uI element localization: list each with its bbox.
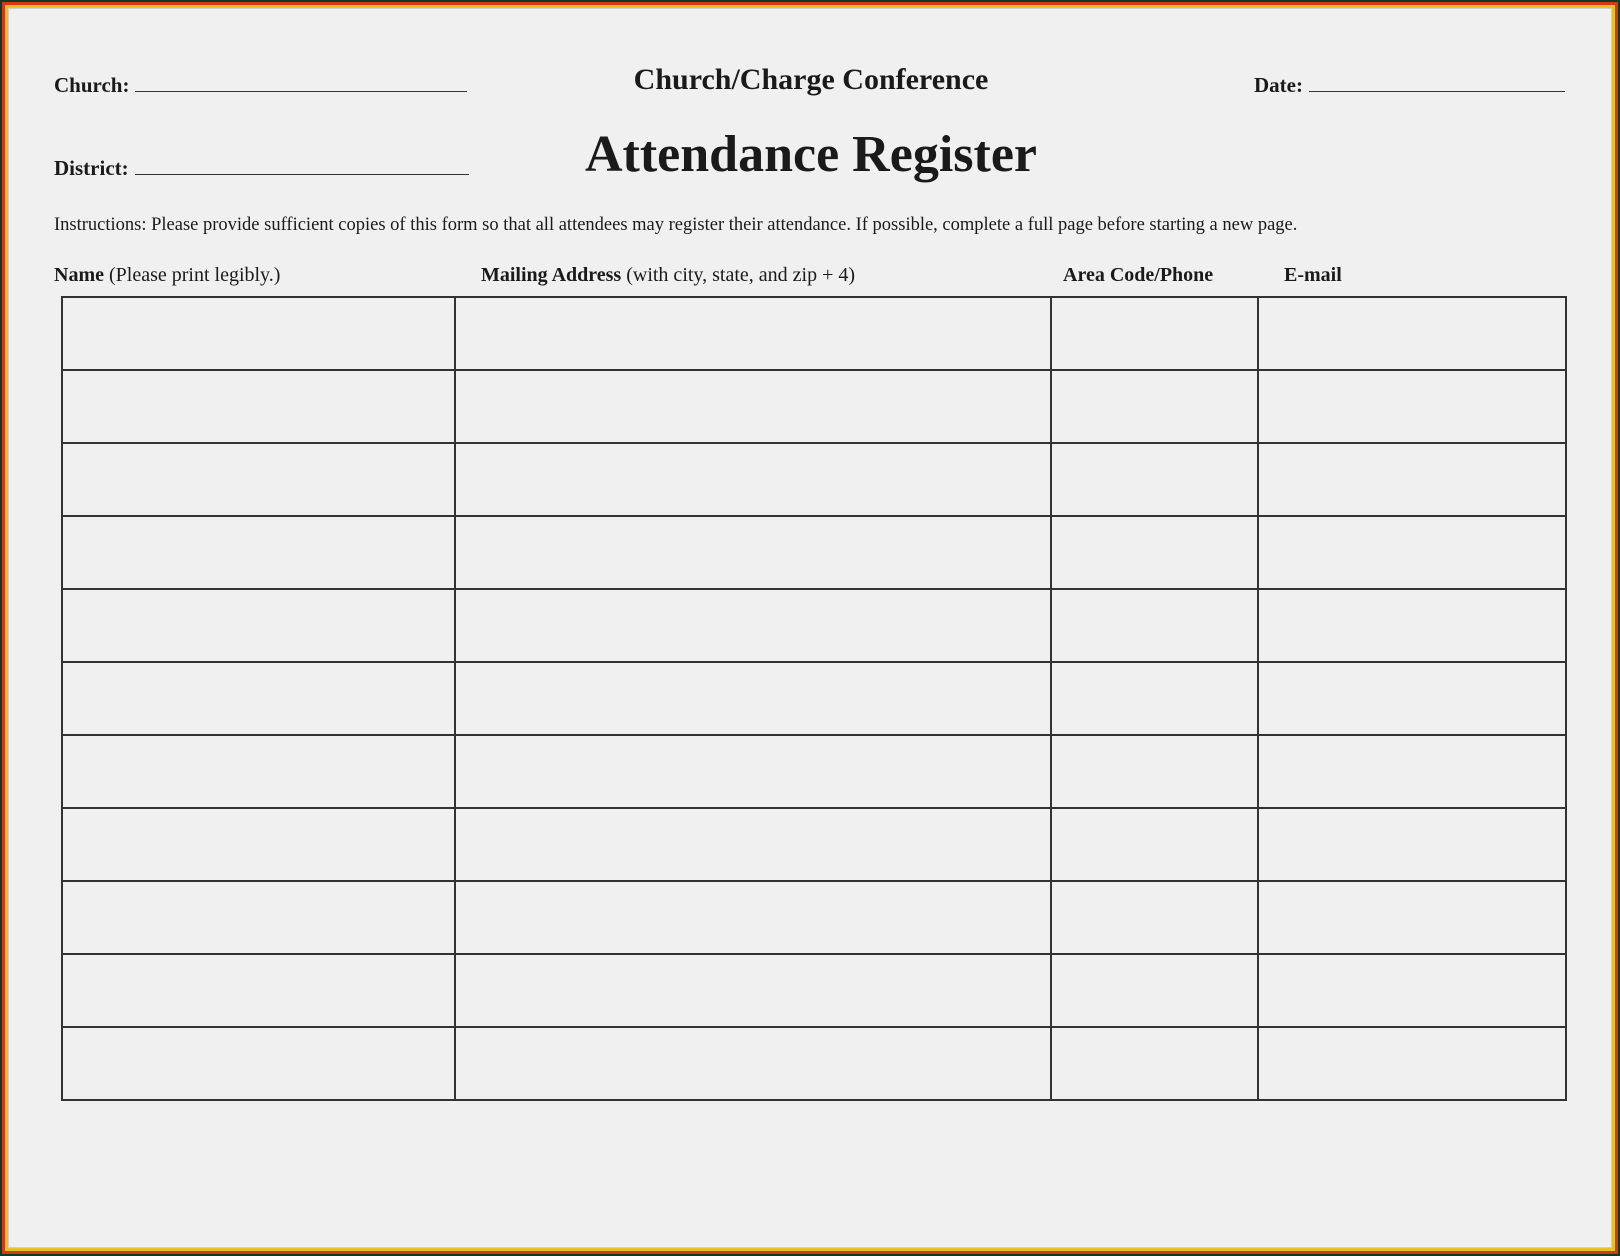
email-cell[interactable]	[1258, 370, 1566, 443]
name-cell[interactable]	[62, 297, 455, 370]
name-cell[interactable]	[62, 954, 455, 1027]
phone-cell[interactable]	[1051, 954, 1259, 1027]
address-cell[interactable]	[455, 589, 1050, 662]
date-line[interactable]	[1309, 75, 1565, 92]
email-cell[interactable]	[1258, 808, 1566, 881]
name-cell[interactable]	[62, 1027, 455, 1100]
address-cell[interactable]	[455, 443, 1050, 516]
address-cell[interactable]	[455, 662, 1050, 735]
conference-title: Church/Charge Conference	[633, 63, 989, 96]
table-row	[62, 1027, 1566, 1100]
table-row	[62, 589, 1566, 662]
name-cell[interactable]	[62, 662, 455, 735]
form-page	[8, 8, 1612, 1248]
email-cell[interactable]	[1258, 881, 1566, 954]
address-cell[interactable]	[455, 808, 1050, 881]
name-cell[interactable]	[62, 516, 455, 589]
name-cell[interactable]	[62, 443, 455, 516]
address-cell[interactable]	[455, 735, 1050, 808]
address-cell[interactable]	[455, 1027, 1050, 1100]
table-row	[62, 954, 1566, 1027]
column-header-name: Name (Please print legibly.)	[54, 264, 281, 286]
phone-cell[interactable]	[1051, 516, 1259, 589]
name-cell[interactable]	[62, 370, 455, 443]
email-cell[interactable]	[1258, 516, 1566, 589]
address-cell[interactable]	[455, 954, 1050, 1027]
phone-cell[interactable]	[1051, 297, 1259, 370]
address-cell[interactable]	[455, 370, 1050, 443]
email-cell[interactable]	[1258, 297, 1566, 370]
email-cell[interactable]	[1258, 589, 1566, 662]
table-row	[62, 881, 1566, 954]
email-cell[interactable]	[1258, 954, 1566, 1027]
address-cell[interactable]	[455, 516, 1050, 589]
name-cell[interactable]	[62, 808, 455, 881]
phone-cell[interactable]	[1051, 370, 1259, 443]
table-row	[62, 370, 1566, 443]
instructions-text: Instructions: Please provide sufficient copies of this form so that all attendees may register their attendance. If possible, complete a full page before starting a new page.	[54, 215, 1298, 235]
table-row	[62, 443, 1566, 516]
phone-cell[interactable]	[1051, 662, 1259, 735]
table-row	[62, 516, 1566, 589]
column-header-email: E-mail	[1284, 264, 1342, 286]
church-label: Church:	[54, 73, 130, 97]
phone-cell[interactable]	[1051, 1027, 1259, 1100]
date-label: Date:	[1254, 73, 1303, 97]
phone-cell[interactable]	[1051, 735, 1259, 808]
email-cell[interactable]	[1258, 1027, 1566, 1100]
email-cell[interactable]	[1258, 735, 1566, 808]
column-header-address: Mailing Address (with city, state, and zip + 4)	[481, 264, 856, 286]
page-title: Attendance Register	[585, 126, 1037, 183]
name-cell[interactable]	[62, 735, 455, 808]
email-cell[interactable]	[1258, 662, 1566, 735]
phone-cell[interactable]	[1051, 808, 1259, 881]
name-cell[interactable]	[62, 589, 455, 662]
table-row	[62, 297, 1566, 370]
district-label: District:	[54, 156, 129, 180]
attendance-table	[61, 296, 1567, 1101]
phone-cell[interactable]	[1051, 881, 1259, 954]
table-row	[62, 808, 1566, 881]
table-row	[62, 735, 1566, 808]
column-header-phone: Area Code/Phone	[1063, 264, 1214, 286]
phone-cell[interactable]	[1051, 443, 1259, 516]
phone-cell[interactable]	[1051, 589, 1259, 662]
address-cell[interactable]	[455, 881, 1050, 954]
name-cell[interactable]	[62, 881, 455, 954]
email-cell[interactable]	[1258, 443, 1566, 516]
table-row	[62, 662, 1566, 735]
date-field[interactable]	[1254, 73, 1565, 98]
address-cell[interactable]	[455, 297, 1050, 370]
